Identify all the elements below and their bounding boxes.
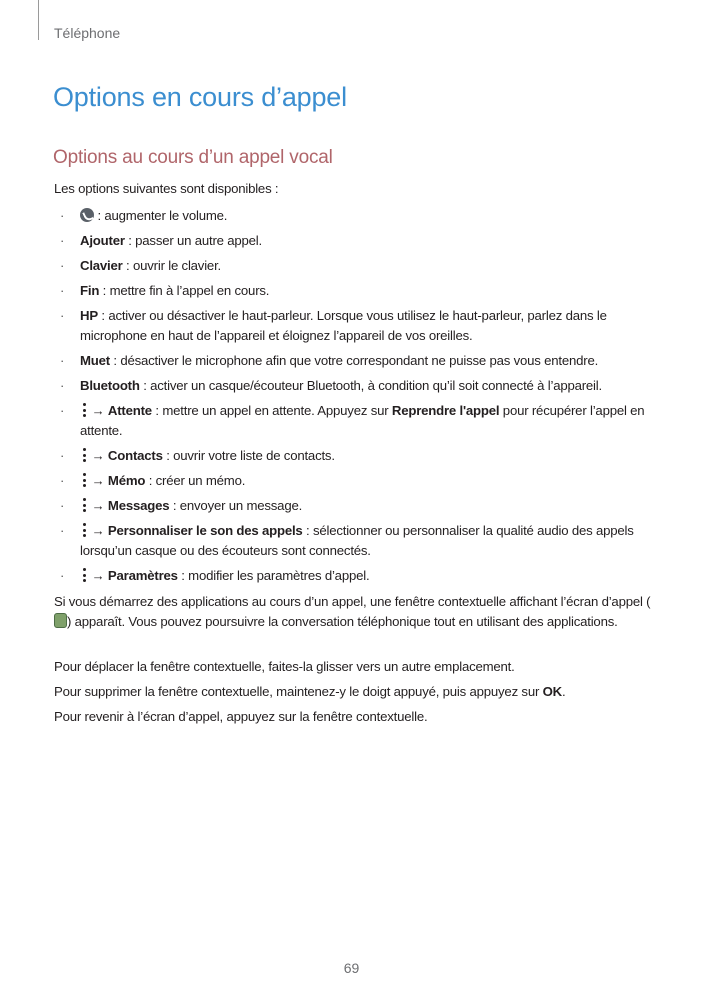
list-item-parametres: · → Paramètres : modifier les paramètres d’appel. — [54, 566, 658, 586]
bullet: · — [60, 208, 65, 223]
bullet: · — [60, 403, 65, 418]
list-item-memo: · → Mémo : créer un mémo. — [54, 471, 658, 491]
list-item-muet: · Muet : désactiver le microphone afin que votre correspondant ne puisse pas vous entendre. — [54, 351, 658, 371]
more-options-icon — [82, 522, 86, 538]
list-item-ajouter: · Ajouter : passer un autre appel. — [54, 231, 658, 251]
bullet: · — [60, 353, 65, 368]
more-options-icon — [82, 472, 86, 488]
list-item-attente: · → Attente : mettre un appel en attente. Appuyez sur Reprendre l'appel pour récupérer l’appel en attente. — [60, 403, 645, 438]
bullet: · — [60, 523, 65, 538]
more-options-icon — [82, 567, 86, 583]
bullet: · — [60, 258, 65, 273]
call-popup-icon — [54, 613, 67, 628]
bullet: · — [60, 308, 65, 323]
paragraph-popup: Si vous démarrez des applications au cours d’un appel, une fenêtre contextuelle affichant l’écran d’appel () apparaît. Vous pouvez poursuivre la conversation téléphonique tout en utilisant des applications. — [54, 594, 651, 629]
intro-text: Les options suivantes sont disponibles : — [54, 181, 279, 196]
bullet: · — [60, 233, 65, 248]
list-item-contacts: · → Contacts : ouvrir votre liste de contacts. — [54, 446, 658, 466]
bullet: · — [60, 283, 65, 298]
section-title: Options au cours d’un appel vocal — [53, 147, 333, 168]
bullet: · — [60, 378, 65, 393]
paragraph-move: Pour déplacer la fenêtre contextuelle, faites-la glisser vers un autre emplacement. — [54, 659, 515, 674]
paragraph-return: Pour revenir à l’écran d’appel, appuyez sur la fenêtre contextuelle. — [54, 709, 428, 724]
page-title: Options en cours d’appel — [53, 82, 347, 112]
bullet: · — [60, 473, 65, 488]
more-options-icon — [82, 447, 86, 463]
header-section: Téléphone — [54, 25, 121, 41]
list-item-bluetooth: · Bluetooth : activer un casque/écouteur Bluetooth, à condition qu’il soit connecté à l’appareil. — [54, 376, 658, 396]
list-item-volume: · : augmenter le volume. — [54, 206, 658, 226]
list-item-fin: · Fin : mettre fin à l’appel en cours. — [54, 281, 658, 301]
list-item-hp: · HP : activer ou désactiver le haut-parleur. Lorsque vous utilisez le haut-parleur, parlez dans le microphone en haut de l’appareil et éloignez l’appareil de vos oreilles. — [60, 308, 607, 343]
list-item-clavier: · Clavier : ouvrir le clavier. — [54, 256, 658, 276]
bullet: · — [60, 498, 65, 513]
bullet: · — [60, 568, 65, 583]
header-rule — [38, 0, 39, 40]
volume-icon — [80, 208, 94, 222]
list-item-personnaliser: · → Personnaliser le son des appels : sélectionner ou personnaliser la qualité audio des appels lorsqu’un casque ou des écouteurs sont connectés. — [60, 523, 634, 558]
paragraph-delete: Pour supprimer la fenêtre contextuelle, maintenez-y le doigt appuyé, puis appuyez sur OK. — [54, 684, 566, 699]
more-options-icon — [82, 497, 86, 513]
list-item-messages: · → Messages : envoyer un message. — [54, 496, 658, 516]
more-options-icon — [82, 402, 86, 418]
bullet: · — [60, 448, 65, 463]
options-list — [54, 206, 658, 591]
page-number: 69 — [343, 960, 360, 976]
